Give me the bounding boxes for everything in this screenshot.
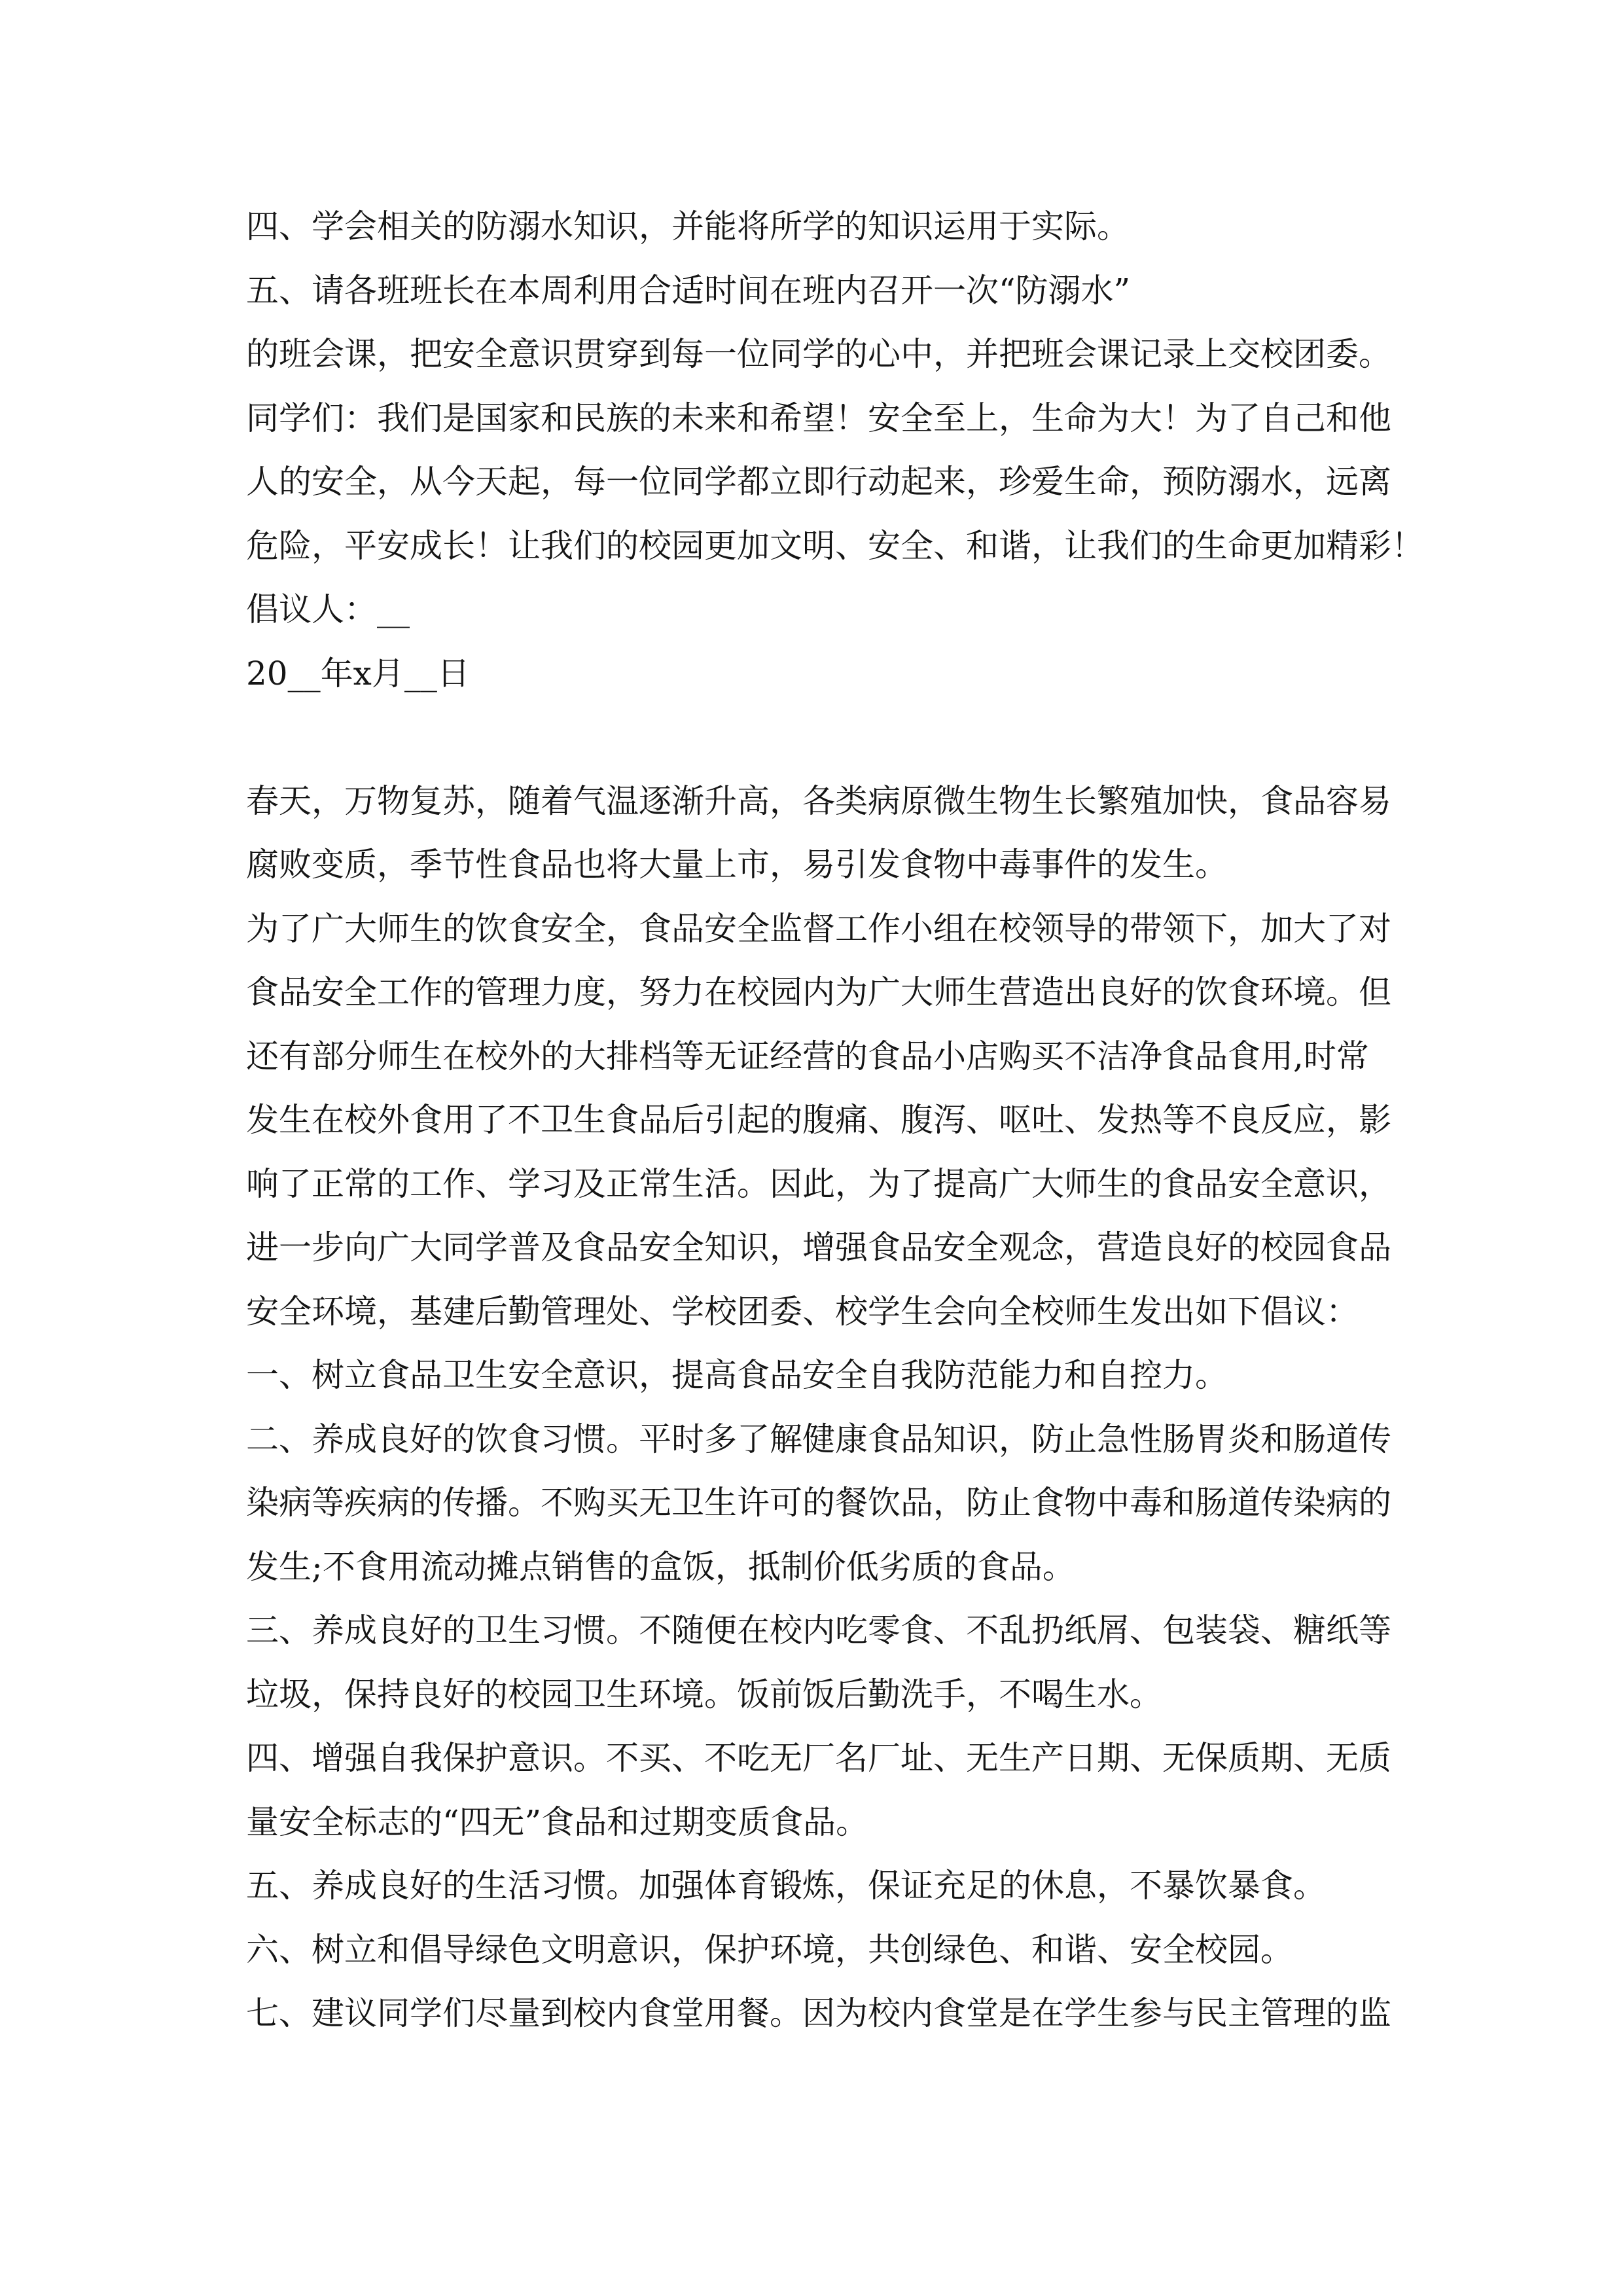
text-line: 发生在校外食用了不卫生食品后引起的腹痛、腹泻、呕吐、发热等不良反应，影 <box>246 1101 1391 1139</box>
text-line: 四、学会相关的防溺水知识，并能将所学的知识运用于实际。 <box>246 207 1130 245</box>
list-item-line: 五、养成良好的生活习惯。加强体育锻炼，保证充足的休息，不暴饮暴食。 <box>246 1867 1326 1905</box>
list-item-line: 三、养成良好的卫生习惯。不随便在校内吃零食、不乱扔纸屑、包装袋、糖纸等 <box>246 1611 1391 1649</box>
date-line: 20__年x月__日 <box>246 654 470 692</box>
text-line: 发生;不食用流动摊点销售的盒饭，抵制价低劣质的食品。 <box>246 1547 1075 1586</box>
text-line: 人的安全，从今天起，每一位同学都立即行动起来，珍爱生命，预防溺水，远离 <box>246 463 1391 501</box>
document-body <box>246 195 1424 2046</box>
text-line: 垃圾，保持良好的校园卫生环境。饭前饭后勤洗手，不喝生水。 <box>246 1675 1162 1713</box>
text-line: 危险，平安成长！让我们的校园更加文明、安全、和谐，让我们的生命更加精彩！ <box>246 526 1424 565</box>
text-line: 腐败变质，季节性食品也将大量上市，易引发食物中毒事件的发生。 <box>246 846 1228 884</box>
text-line: 为了广大师生的饮食安全，食品安全监督工作小组在校领导的带领下，加大了对 <box>246 909 1391 948</box>
proposer-line: 倡议人：__ <box>246 590 410 628</box>
list-item-line: 六、树立和倡导绿色文明意识，保护环境，共创绿色、和谐、安全校园。 <box>246 1930 1293 1969</box>
text-line: 量安全标志的“四无”食品和过期变质食品。 <box>246 1803 869 1841</box>
list-item-line: 二、养成良好的饮食习惯。平时多了解健康食品知识，防止急性肠胃炎和肠道传 <box>246 1420 1391 1458</box>
text-line: 还有部分师生在校外的大排档等无证经营的食品小店购买不洁净食品食用,时常 <box>246 1037 1369 1075</box>
text-line: 的班会课，把安全意识贯穿到每一位同学的心中，并把班会课记录上交校团委。 <box>246 335 1391 373</box>
list-item-line: 一、树立食品卫生安全意识，提高食品安全自我防范能力和自控力。 <box>246 1356 1228 1394</box>
text-line: 五、请各班班长在本周利用合适时间在班内召开一次“防溺水” <box>246 271 1131 310</box>
text-line: 进一步向广大同学普及食品安全知识，增强食品安全观念，营造良好的校园食品 <box>246 1229 1391 1266</box>
text-line: 食品安全工作的管理力度，努力在校园内为广大师生营造出良好的饮食环境。但 <box>246 973 1391 1011</box>
blank-line <box>246 706 1424 770</box>
text-line: 春天，万物复苏，随着气温逐渐升高，各类病原微生物生长繁殖加快，食品容易 <box>246 781 1391 820</box>
drowning-prevention-proposal-ending <box>246 195 1424 706</box>
list-item-line: 四、增强自我保护意识。不买、不吃无厂名厂址、无生产日期、无保质期、无质 <box>246 1739 1391 1777</box>
text-line: 染病等疾病的传播。不购买无卫生许可的餐饮品，防止食物中毒和肠道传染病的 <box>246 1484 1391 1522</box>
food-safety-proposal <box>246 770 1424 2046</box>
list-item-line: 七、建议同学们尽量到校内食堂用餐。因为校内食堂是在学生参与民主管理的监 <box>246 1994 1391 2032</box>
text-line: 响了正常的工作、学习及正常生活。因此，为了提高广大师生的食品安全意识， <box>246 1164 1391 1203</box>
text-line: 同学们：我们是国家和民族的未来和希望！安全至上，生命为大！为了自己和他 <box>246 399 1391 437</box>
text-line: 安全环境，基建后勤管理处、学校团委、校学生会向全校师生发出如下倡议： <box>246 1292 1359 1331</box>
